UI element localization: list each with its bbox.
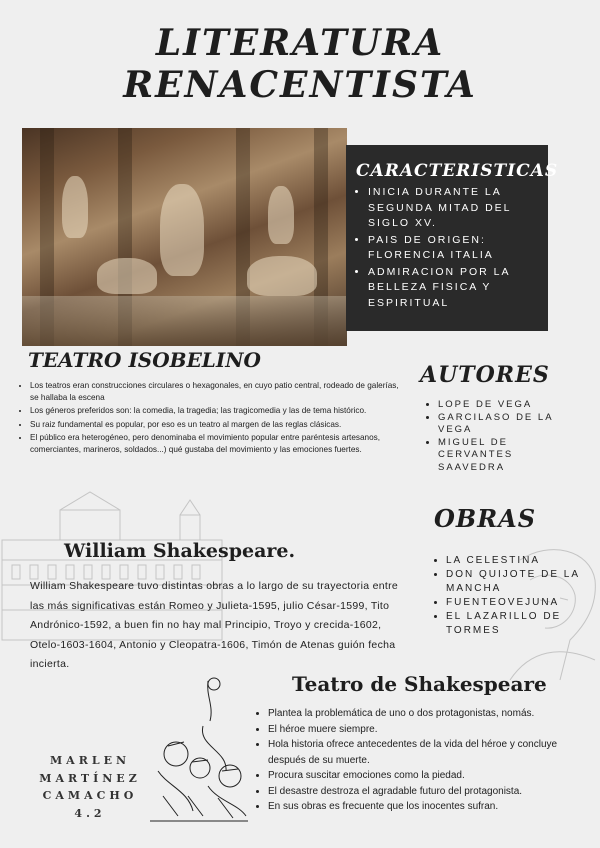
list-item: • El héroe muere siempre.	[268, 722, 584, 738]
teatro-shakespeare-heading: Teatro de Shakespeare	[292, 672, 547, 696]
list-item: • DON QUIJOTE DE LA MANCHA	[446, 568, 594, 596]
list-item: • EL LAZARILLO DE TORMES	[446, 610, 594, 638]
list-item: • Los teatros eran construcciones circulares o hexagonales, en cuyo patio central, rodeado de galerías, se hallaba la escena	[30, 380, 400, 404]
list-item: • ADMIRACION POR LA BELLEZA FISICA Y ESPIRITUAL	[368, 265, 542, 312]
obras-list	[434, 554, 594, 638]
teatro-isobelino-heading: TEATRO ISOBELINO	[28, 348, 261, 372]
list-item: • En sus obras es frecuente que los inocentes sufran.	[268, 799, 584, 815]
trevi-fountain-photo	[22, 128, 347, 346]
caracteristicas-box	[346, 145, 559, 331]
list-item: • El público era heterogéneo, pero denominaba el movimiento popular entre paréntesis artesanos, comerciantes, marineros, soldados...) qué gustaba del movimiento y las emociones fuertes.	[30, 432, 400, 456]
list-item: • Los géneros preferidos son: la comedia, la tragedia; las tragicomedia y las de tema histórico.	[30, 405, 400, 417]
author-first-name: MARLEN	[49, 754, 131, 767]
list-item: • El desastre destroza el agradable futuro del protagonista.	[268, 784, 584, 800]
list-item: • INICIA DURANTE LA SEGUNDA MITAD DEL SIGLO XV.	[368, 185, 542, 232]
list-item: • FUENTEOVEJUNA	[446, 596, 594, 610]
shakespeare-heading: William Shakespeare.	[64, 540, 296, 562]
teatro-isobelino-list	[14, 380, 400, 457]
shakespeare-paragraph: William Shakespeare tuvo distintas obras a lo largo de su trayectoria entre las más significativas están Romeo y Julieta-1595, julio César-1599, Tito Andrónico-1592, a buen fin no hay mal Principio, Troyo y crecida-1602, Otelo-1603-1604, Antonio y Cleopatra-1606, Timón de Atenas guión fecha incierta.	[30, 580, 399, 670]
list-item: • Procura suscitar emociones como la piedad.	[268, 768, 584, 784]
author-surname-1: MARTÍNEZ	[39, 771, 141, 785]
list-item: • Hola historia ofrece antecedentes de la vida del héroe y concluye después de su muerte.	[268, 737, 584, 768]
list-item: • GARCILASO DE LA VEGA	[438, 412, 574, 437]
teatro-shakespeare-list	[254, 706, 584, 815]
list-item: • MIGUEL DE CERVANTES SAAVEDRA	[438, 437, 574, 475]
list-item: • PAIS DE ORIGEN: FLORENCIA ITALIA	[368, 233, 542, 264]
theatre-scene-sketch	[148, 676, 253, 826]
author-credit	[30, 752, 150, 822]
caracteristicas-heading: CARACTERISTICAS	[356, 161, 559, 181]
list-item: • LA CELESTINA	[446, 554, 594, 568]
autores-heading: AUTORES	[420, 362, 550, 388]
author-group: 4.2	[74, 806, 106, 820]
list-item: • Plantea la problemática de uno o dos protagonistas, nomás.	[268, 706, 584, 722]
obras-heading: OBRAS	[434, 504, 537, 533]
author-surname-2: CAMACHO	[42, 789, 138, 802]
page-title-line1: LITERATURA	[155, 22, 445, 64]
list-item: • Su raiz fundamental es popular, por eso es un teatro al margen de las reglas clásicas.	[30, 419, 400, 431]
list-item: • LOPE DE VEGA	[438, 399, 574, 412]
page-title-line2: RENACENTISTA	[123, 64, 477, 106]
autores-list	[424, 399, 574, 474]
